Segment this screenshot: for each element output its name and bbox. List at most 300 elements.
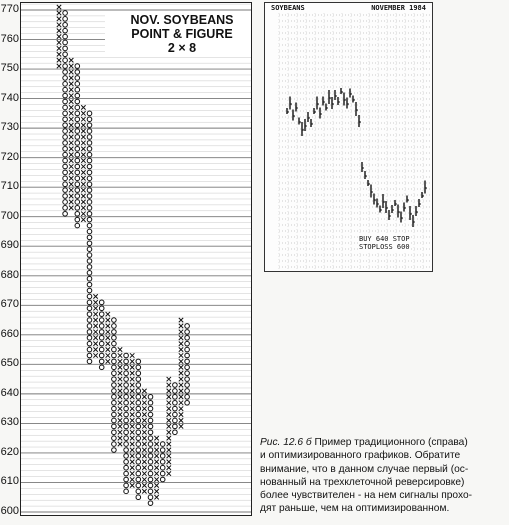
pf-o-mark <box>124 353 129 358</box>
pf-x-mark <box>93 300 97 304</box>
pf-title-line1: NOV. SOYBEANS <box>130 13 234 27</box>
pf-x-mark <box>154 477 158 481</box>
pf-x-mark <box>93 347 97 351</box>
pf-x-mark <box>179 347 183 351</box>
pf-o-mark <box>63 152 68 157</box>
pf-o-mark <box>87 194 92 199</box>
pf-x-mark <box>81 217 85 221</box>
pf-o-mark <box>124 460 129 465</box>
pf-x-column <box>57 5 61 68</box>
bar-chart <box>264 2 433 272</box>
pf-x-mark <box>130 389 134 393</box>
pf-o-mark <box>75 141 80 146</box>
pf-x-mark <box>142 436 146 440</box>
pf-x-mark <box>118 412 122 416</box>
pf-o-mark <box>75 164 80 169</box>
pf-o-mark <box>112 341 117 346</box>
pf-x-mark <box>69 152 73 156</box>
pf-o-mark <box>148 395 153 400</box>
pf-o-mark <box>63 146 68 151</box>
pf-y-tick-label: 710 <box>0 180 19 193</box>
pf-o-mark <box>148 436 153 441</box>
pf-o-mark <box>87 288 92 293</box>
pf-o-mark <box>148 483 153 488</box>
pf-x-mark <box>167 412 171 416</box>
pf-o-mark <box>87 353 92 358</box>
pf-o-mark <box>148 465 153 470</box>
pf-o-mark <box>87 206 92 211</box>
pf-x-mark <box>179 330 183 334</box>
pf-x-mark <box>118 365 122 369</box>
pf-o-mark <box>87 223 92 228</box>
pf-x-mark <box>179 406 183 410</box>
pf-x-column <box>106 312 110 364</box>
pf-o-mark <box>124 465 129 470</box>
pf-o-column <box>87 111 92 364</box>
pf-o-mark <box>63 111 68 116</box>
pf-x-mark <box>106 336 110 340</box>
pf-x-mark <box>142 483 146 487</box>
pf-o-mark <box>99 312 104 317</box>
pf-x-mark <box>130 424 134 428</box>
pf-x-mark <box>69 117 73 121</box>
pf-o-mark <box>63 129 68 134</box>
pf-o-mark <box>136 400 141 405</box>
pf-o-mark <box>75 93 80 98</box>
pf-x-mark <box>69 129 73 133</box>
pf-o-mark <box>136 371 141 376</box>
pf-o-mark <box>87 306 92 311</box>
pf-o-mark <box>173 430 178 435</box>
pf-o-mark <box>124 395 129 400</box>
pf-x-mark <box>167 448 171 452</box>
pf-o-mark <box>136 383 141 388</box>
bar-chart-date: NOVEMBER 1984 <box>371 4 426 12</box>
pf-x-mark <box>179 412 183 416</box>
pf-x-mark <box>69 82 73 86</box>
pf-x-mark <box>69 188 73 192</box>
pf-x-mark <box>81 176 85 180</box>
pf-o-mark <box>185 359 190 364</box>
pf-o-mark <box>136 448 141 453</box>
pf-o-mark <box>136 454 141 459</box>
pf-o-mark <box>87 129 92 134</box>
pf-o-mark <box>173 406 178 411</box>
pf-o-mark <box>75 117 80 122</box>
pf-x-mark <box>93 336 97 340</box>
pf-x-mark <box>154 489 158 493</box>
pf-o-mark <box>63 170 68 175</box>
pf-o-mark <box>87 229 92 234</box>
pf-x-mark <box>142 477 146 481</box>
pf-x-mark <box>106 324 110 328</box>
pf-o-mark <box>136 460 141 465</box>
pf-o-mark <box>87 217 92 222</box>
pf-o-mark <box>185 347 190 352</box>
pf-x-mark <box>69 206 73 210</box>
pf-x-mark <box>81 111 85 115</box>
pf-x-mark <box>81 170 85 174</box>
pf-x-mark <box>57 5 61 9</box>
pf-x-mark <box>118 406 122 410</box>
pf-x-mark <box>154 454 158 458</box>
pf-o-mark <box>124 418 129 423</box>
pf-o-mark <box>112 335 117 340</box>
pf-x-mark <box>81 141 85 145</box>
pf-o-mark <box>136 477 141 482</box>
pf-o-mark <box>87 182 92 187</box>
pf-y-tick-label: 740 <box>0 91 19 104</box>
pf-chart <box>20 2 252 516</box>
pf-o-mark <box>87 111 92 116</box>
pf-o-mark <box>87 359 92 364</box>
pf-x-mark <box>167 383 171 387</box>
pf-x-mark <box>142 401 146 405</box>
pf-o-mark <box>75 200 80 205</box>
pf-o-mark <box>63 141 68 146</box>
pf-o-mark <box>185 365 190 370</box>
pf-x-mark <box>142 460 146 464</box>
pf-o-mark <box>136 489 141 494</box>
caption-line6: дят раньше, чем на оптимизированном. <box>260 503 450 515</box>
pf-o-mark <box>75 82 80 87</box>
pf-o-mark <box>136 471 141 476</box>
pf-o-mark <box>112 436 117 441</box>
caption-line1: Пример традиционного (справа) <box>314 437 468 448</box>
pf-x-mark <box>69 99 73 103</box>
pf-o-mark <box>112 383 117 388</box>
pf-x-mark <box>130 477 134 481</box>
pf-x-mark <box>57 64 61 68</box>
pf-x-mark <box>130 448 134 452</box>
caption-figure-label: Рис. 12.6 б <box>260 437 312 448</box>
pf-o-mark <box>75 223 80 228</box>
pf-x-column <box>154 436 158 499</box>
pf-x-mark <box>57 11 61 15</box>
pf-x-mark <box>69 111 73 115</box>
pf-o-mark <box>185 400 190 405</box>
pf-x-mark <box>167 430 171 434</box>
pf-x-column <box>93 294 97 357</box>
pf-x-mark <box>179 365 183 369</box>
pf-x-mark <box>154 483 158 487</box>
pf-x-mark <box>179 318 183 322</box>
pf-o-mark <box>112 377 117 382</box>
pf-o-mark <box>75 70 80 75</box>
pf-o-mark <box>75 76 80 81</box>
pf-x-mark <box>81 135 85 139</box>
pf-o-mark <box>87 135 92 140</box>
pf-x-mark <box>167 466 171 470</box>
pf-x-mark <box>118 371 122 375</box>
pf-o-mark <box>136 359 141 364</box>
pf-o-mark <box>185 353 190 358</box>
pf-x-mark <box>106 359 110 363</box>
pf-x-mark <box>81 117 85 121</box>
pf-o-column <box>160 442 165 482</box>
pf-title-line2: POINT & FIGURE <box>131 27 233 41</box>
pf-o-mark <box>148 406 153 411</box>
pf-o-mark <box>136 395 141 400</box>
pf-o-mark <box>87 312 92 317</box>
pf-o-mark <box>75 182 80 187</box>
pf-o-mark <box>87 211 92 216</box>
pf-o-mark <box>124 448 129 453</box>
pf-o-mark <box>63 99 68 104</box>
pf-o-mark <box>160 454 165 459</box>
pf-x-mark <box>69 194 73 198</box>
pf-x-mark <box>93 330 97 334</box>
pf-o-mark <box>87 294 92 299</box>
pf-o-mark <box>99 353 104 358</box>
pf-o-mark <box>160 460 165 465</box>
pf-x-mark <box>69 182 73 186</box>
pf-x-mark <box>69 135 73 139</box>
pf-x-mark <box>118 424 122 428</box>
pf-o-mark <box>185 377 190 382</box>
pf-o-mark <box>75 206 80 211</box>
pf-x-mark <box>142 489 146 493</box>
pf-o-mark <box>63 76 68 81</box>
pf-o-mark <box>63 176 68 181</box>
pf-x-mark <box>69 70 73 74</box>
pf-x-mark <box>130 460 134 464</box>
pf-x-mark <box>57 17 61 21</box>
pf-o-mark <box>87 341 92 346</box>
pf-y-tick-label: 750 <box>0 62 19 75</box>
pf-o-mark <box>63 200 68 205</box>
pf-o-mark <box>112 400 117 405</box>
pf-plot <box>21 3 251 515</box>
pf-x-mark <box>69 123 73 127</box>
pf-o-mark <box>87 282 92 287</box>
pf-y-tick-label: 720 <box>0 150 19 163</box>
pf-x-mark <box>106 341 110 345</box>
pf-x-mark <box>142 418 146 422</box>
pf-o-mark <box>160 477 165 482</box>
pf-o-mark <box>112 442 117 447</box>
pf-o-mark <box>185 371 190 376</box>
pf-o-mark <box>87 247 92 252</box>
pf-y-tick-label: 600 <box>0 505 19 517</box>
pf-o-mark <box>136 424 141 429</box>
caption-line2: и оптимизированного графиков. Обратите <box>260 450 461 462</box>
pf-x-mark <box>81 158 85 162</box>
pf-o-mark <box>87 330 92 335</box>
pf-o-mark <box>99 324 104 329</box>
pf-x-mark <box>81 212 85 216</box>
pf-x-mark <box>142 430 146 434</box>
pf-o-mark <box>148 460 153 465</box>
pf-o-mark <box>75 146 80 151</box>
pf-o-mark <box>87 271 92 276</box>
pf-x-column <box>118 347 122 446</box>
pf-y-tick-label: 650 <box>0 357 19 370</box>
pf-o-mark <box>87 146 92 151</box>
pf-o-mark <box>160 465 165 470</box>
pf-o-mark <box>173 412 178 417</box>
pf-o-mark <box>75 99 80 104</box>
pf-x-mark <box>179 324 183 328</box>
pf-o-mark <box>136 430 141 435</box>
pf-o-mark <box>87 324 92 329</box>
pf-o-mark <box>124 442 129 447</box>
pf-o-mark <box>136 483 141 488</box>
pf-x-mark <box>167 454 171 458</box>
pf-x-mark <box>57 28 61 32</box>
pf-y-tick-label: 730 <box>0 121 19 134</box>
pf-x-mark <box>118 430 122 434</box>
pf-o-mark <box>87 158 92 163</box>
pf-o-mark <box>124 383 129 388</box>
figure-caption <box>260 436 505 516</box>
pf-o-mark <box>173 395 178 400</box>
pf-x-mark <box>130 365 134 369</box>
pf-x-mark <box>118 353 122 357</box>
pf-x-mark <box>142 406 146 410</box>
pf-x-mark <box>69 176 73 180</box>
pf-o-mark <box>124 389 129 394</box>
pf-o-mark <box>99 330 104 335</box>
pf-x-mark <box>167 418 171 422</box>
pf-y-tick-label: 690 <box>0 239 19 252</box>
pf-o-mark <box>63 135 68 140</box>
pf-o-mark <box>185 330 190 335</box>
pf-o-mark <box>136 442 141 447</box>
pf-o-mark <box>99 318 104 323</box>
pf-x-mark <box>167 401 171 405</box>
pf-o-mark <box>87 259 92 264</box>
pf-x-mark <box>130 377 134 381</box>
pf-x-mark <box>142 471 146 475</box>
pf-x-mark <box>179 377 183 381</box>
pf-o-mark <box>87 188 92 193</box>
pf-o-mark <box>136 365 141 370</box>
pf-o-mark <box>160 442 165 447</box>
pf-x-mark <box>93 341 97 345</box>
pf-o-mark <box>75 129 80 134</box>
pf-o-mark <box>124 412 129 417</box>
pf-x-mark <box>106 312 110 316</box>
pf-o-mark <box>124 436 129 441</box>
pf-o-mark <box>148 442 153 447</box>
pf-o-mark <box>87 117 92 122</box>
pf-o-mark <box>87 276 92 281</box>
pf-o-mark <box>75 194 80 199</box>
pf-o-mark <box>87 123 92 128</box>
pf-o-mark <box>99 365 104 370</box>
pf-title-line3: 2 × 8 <box>167 41 197 55</box>
pf-o-mark <box>124 483 129 488</box>
pf-x-mark <box>118 436 122 440</box>
pf-o-mark <box>87 347 92 352</box>
pf-o-mark <box>75 211 80 216</box>
pf-o-mark <box>112 430 117 435</box>
pf-o-mark <box>63 34 68 39</box>
pf-o-mark <box>75 158 80 163</box>
pf-x-mark <box>179 389 183 393</box>
pf-o-mark <box>112 395 117 400</box>
pf-o-mark <box>124 400 129 405</box>
pf-x-mark <box>130 371 134 375</box>
pf-x-mark <box>142 442 146 446</box>
pf-o-mark <box>99 306 104 311</box>
pf-x-mark <box>167 389 171 393</box>
pf-o-mark <box>63 194 68 199</box>
pf-x-mark <box>130 436 134 440</box>
pf-o-mark <box>75 87 80 92</box>
pf-o-mark <box>124 424 129 429</box>
pf-x-mark <box>130 383 134 387</box>
pf-o-mark <box>124 489 129 494</box>
pf-o-mark <box>185 389 190 394</box>
pf-o-mark <box>148 477 153 482</box>
pf-o-mark <box>185 341 190 346</box>
pf-o-mark <box>173 400 178 405</box>
pf-x-mark <box>167 471 171 475</box>
pf-x-mark <box>57 23 61 27</box>
pf-x-mark <box>118 395 122 399</box>
pf-o-mark <box>173 383 178 388</box>
pf-o-mark <box>124 371 129 376</box>
pf-o-mark <box>148 412 153 417</box>
pf-y-tick-label: 610 <box>0 475 19 488</box>
pf-y-tick-label: 700 <box>0 209 19 222</box>
pf-x-mark <box>81 200 85 204</box>
pf-x-mark <box>179 401 183 405</box>
pf-o-mark <box>112 424 117 429</box>
pf-o-mark <box>136 465 141 470</box>
pf-x-mark <box>167 436 171 440</box>
pf-o-mark <box>136 406 141 411</box>
pf-x-mark <box>154 495 158 499</box>
pf-x-mark <box>142 454 146 458</box>
pf-x-mark <box>69 200 73 204</box>
pf-o-mark <box>63 40 68 45</box>
pf-x-mark <box>69 147 73 151</box>
pf-y-tick-label: 630 <box>0 416 19 429</box>
pf-x-mark <box>154 460 158 464</box>
pf-o-mark <box>63 182 68 187</box>
pf-x-mark <box>130 466 134 470</box>
pf-o-column <box>112 318 117 453</box>
pf-x-mark <box>69 64 73 68</box>
pf-x-mark <box>179 359 183 363</box>
pf-o-mark <box>112 330 117 335</box>
pf-o-mark <box>87 300 92 305</box>
pf-o-mark <box>87 141 92 146</box>
pf-o-mark <box>99 347 104 352</box>
pf-o-mark <box>63 87 68 92</box>
pf-o-mark <box>63 52 68 57</box>
pf-o-mark <box>160 448 165 453</box>
pf-o-mark <box>112 324 117 329</box>
pf-x-mark <box>106 353 110 357</box>
caption-line3: внимание, что в данном случае первый (ос- <box>260 463 469 475</box>
pf-x-mark <box>106 318 110 322</box>
pf-y-tick-label: 770 <box>0 3 19 15</box>
pf-y-tick-label: 640 <box>0 386 19 399</box>
pf-x-mark <box>93 294 97 298</box>
pf-o-mark <box>63 28 68 33</box>
pf-x-mark <box>81 206 85 210</box>
pf-o-mark <box>87 152 92 157</box>
pf-o-mark <box>99 341 104 346</box>
pf-o-mark <box>63 93 68 98</box>
pf-x-mark <box>118 359 122 363</box>
pf-o-mark <box>136 412 141 417</box>
caption-line5: более чувствителен - на нем сигналы прохо- <box>260 490 473 502</box>
